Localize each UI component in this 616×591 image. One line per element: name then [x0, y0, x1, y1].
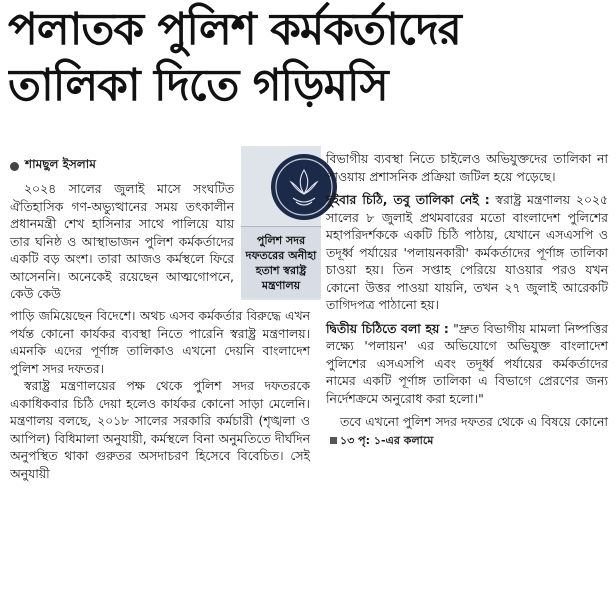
paragraph-2: স্বরাষ্ট্র মন্ত্রণালয়ের পক্ষ থেকে পুলিশ সদর দফতরকে একাধিকবার চিঠি দেয়া হলেও কার্যকর কোনো সাড়া মেলেনি। মন্ত্রণালয় বলছে, ২০১৮ সালের সরকারি কর্মচারী (শৃঙ্খলা ও আপিল) বিধিমালা অনুযায়ী, কর্মস্থলে বিনা অনুমতিতে দীর্ঘদিন অনুপস্থিত থাকা গুরুতর অসদাচরণ হিসেবে বিবেচিত। সেই অনুযায়ী: [10, 378, 310, 481]
jump-square-icon: [330, 437, 337, 444]
headline: [8, 2, 608, 114]
subhead-paragraph-2: [326, 320, 608, 408]
inset-caption-text: পুলিশ সদর দফতরের অনীহা হতাশ স্বরাষ্ট্র মন্ত্রণালয়: [245, 234, 317, 292]
article-column-left-bottom: [10, 307, 310, 482]
article-column-right: [326, 150, 608, 449]
right-paragraph-4: তবে এখনো পুলিশ সদর দফতর থেকে এ বিষয়ে কোনো: [340, 414, 608, 429]
paragraph-1-top: ২০২৪ সালের জুলাই মাসে সংঘটিত ঐতিহাসিক গণ-অভ্যুত্থানের সময় তৎকালীন প্রধানমন্ত্রী শেখ হাসিনার সাথে পালিয়ে যায় তার ঘনিষ্ঠ ও আস্থাভাজন পুলিশ কর্মকর্তাদের একটি বড় অংশ। তারা আজও কর্মস্থলে ফিরে আসেননি। অনেকেই রয়েছেন আত্মগোপনে, কেউ কেউ: [10, 181, 234, 301]
right-paragraph-1: বিভাগীয় ব্যবস্থা নিতে চাইলেও অভিযুক্তদের তালিকা না পাওয়ায় প্রশাসনিক প্রক্রিয়া জটিল হয়ে পড়েছে।: [326, 151, 608, 184]
article-column-left-top: [10, 180, 234, 303]
paragraph-1-bottom: পাড়ি জমিয়েছেন বিদেশে। অথচ এসব কর্মকর্তার বিরুদ্ধে এখন পর্যন্ত কোনো কার্যকর ব্যবস্থা নিতে পারেনি স্বরাষ্ট্র মন্ত্রণালয়। এমনকি এদের পূর্ণাঙ্গ তালিকাও এখনো দেয়নি বাংলাদেশ পুলিশ সদর দফতর।: [10, 308, 310, 376]
right-paragraph-4-wrap: [326, 413, 608, 449]
headline-line-1: পলাতক পুলিশ কর্মকর্তাদের: [8, 4, 461, 55]
headline-line-2: তালিকা দিতে গড়িমসি: [8, 60, 388, 111]
subhead-1: দুইবার চিঠি, তবু তালিকা নেই :: [326, 192, 490, 207]
jump-reference[interactable]: ১৩ পৃ: ১-এর কলামে: [340, 433, 434, 447]
subhead-paragraph-1: [326, 191, 608, 314]
inset-caption: [241, 226, 321, 298]
right-paragraph-3: "দ্রুত বিভাগীয় মামলা নিষ্পত্তির লক্ষ্যে 'পলায়ন' এর অভিযোগে অভিযুক্ত বাংলাদেশ পুলিশের এসএসপি এবং তদূর্ধ্ব পর্যায়ের কর্মকর্তাদের নামের একটি পূর্ণাঙ্গ তালিকা এ বিভাগে প্রেরণের জন্য নির্দেশক্রমে অনুরোধ করা হলো।": [326, 320, 608, 406]
byline: [10, 156, 96, 176]
bullet-icon: [10, 162, 19, 171]
right-paragraph-2: স্বরাষ্ট্র মন্ত্রণালয় ২০২৫ সালের ৮ জুলাই প্রথমবারের মতো বাংলাদেশ পুলিশের মহাপরিদর্শককে একটি চিঠি পাঠায়, যেখানে এসএসপি ও তদূর্ধ্ব পর্যায়ের 'পলায়নকারী' কর্মকর্তাদের পূর্ণাঙ্গ তালিকা চাওয়া হয়। তিন সপ্তাহ পেরিয়ে যাওয়ার পরও যখন কোনো উত্তর পাওয়া যায়নি, তখন ২৭ জুলাই আরেকটি তাগিদপত্র পাঠানো হয়।: [326, 192, 608, 312]
subhead-2: দ্বিতীয় চিঠিতে বলা হয় :: [326, 320, 449, 336]
author-name: শামছুল ইসলাম: [25, 157, 96, 171]
